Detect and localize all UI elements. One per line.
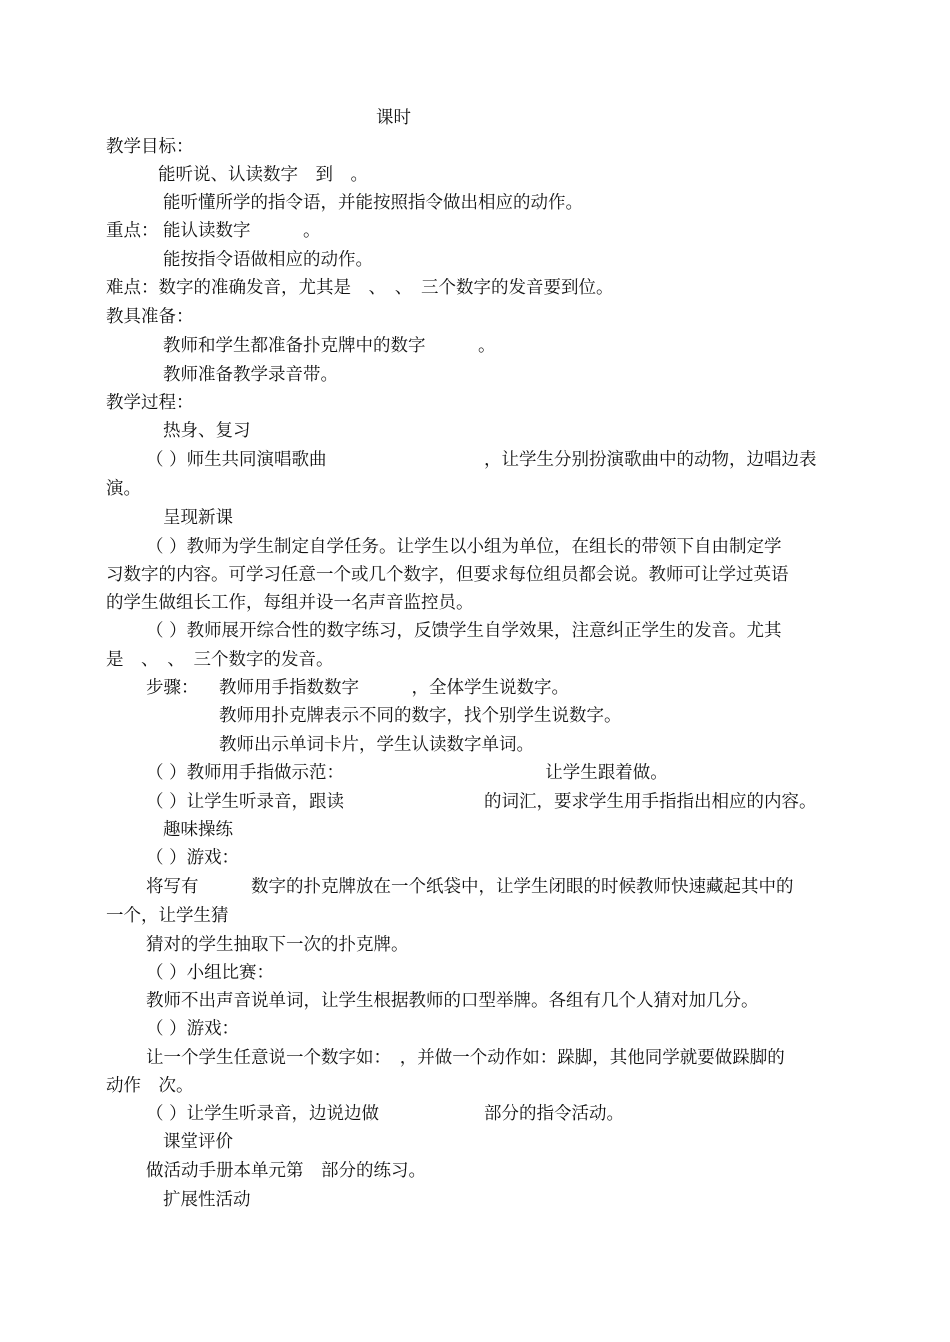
step-item: 教师用扑克牌表示不同的数字，找个别学生说数字。 xyxy=(219,706,622,726)
process-heading: 教学过程： xyxy=(106,393,194,413)
paragraph-line: （ ）教师展开综合性的数字练习，反馈学生自学效果，注意纠正学生的发音。尤其 xyxy=(146,621,782,641)
paragraph-line: （ ）师生共同演唱歌曲 ，让学生分别扮演歌曲中的动物，边唱边表 xyxy=(146,450,817,470)
key-points-label: 重点： xyxy=(106,221,159,241)
section-title: 扩展性活动 xyxy=(163,1190,251,1210)
paragraph-line: 猜对的学生抽取下一次的扑克牌。 xyxy=(146,935,409,955)
paragraph-line: 习数字的内容。可学习任意一个或几个数字，但要求每位组员都会说。教师可让学过英语 xyxy=(106,565,789,585)
section-title: 热身、复习 xyxy=(163,421,251,441)
paragraph-line: 演。 xyxy=(106,479,141,499)
step-item: 教师出示单词卡片，学生认读数字单词。 xyxy=(219,735,534,755)
paragraph-line: （ ）教师用手指做示范： 让学生跟着做。 xyxy=(146,763,668,783)
paragraph-line: （ ）让学生听录音，跟读 的词汇，要求学生用手指指出相应的内容。 xyxy=(146,792,817,812)
prep-item: 教师和学生都准备扑克牌中的数字 。 xyxy=(163,336,496,356)
step-item: 教师用手指数数字 ，全体学生说数字。 xyxy=(219,678,569,698)
lesson-title: 课时 xyxy=(376,108,411,128)
section-title: 趣味操练 xyxy=(163,820,233,840)
key-point-item: 能认读数字 。 xyxy=(163,221,321,241)
objective-item: 能听说、认读数字 到 。 xyxy=(158,165,368,185)
paragraph-line: 做活动手册本单元第 部分的练习。 xyxy=(146,1161,426,1181)
prep-heading: 教具准备： xyxy=(106,307,194,327)
section-title: 课堂评价 xyxy=(163,1132,233,1152)
paragraph-line: 的学生做组长工作，每组并设一名声音监控员。 xyxy=(106,593,474,613)
paragraph-line: 动作 次。 xyxy=(106,1076,194,1096)
paragraph-line: （ ）让学生听录音，边说边做 部分的指令活动。 xyxy=(146,1104,625,1124)
paragraph-line: 将写有 数字的扑克牌放在一个纸袋中，让学生闭眼的时候教师快速藏起其中的 xyxy=(146,877,794,897)
objective-item: 能听懂所学的指令语，并能按照指令做出相应的动作。 xyxy=(163,193,583,213)
activity-label: （ ）游戏： xyxy=(146,848,240,868)
activity-label: （ ）小组比赛： xyxy=(146,963,275,983)
difficulty-line: 难点：数字的准确发音，尤其是 、 、 三个数字的发音要到位。 xyxy=(106,278,614,298)
steps-label: 步骤： xyxy=(146,678,199,698)
paragraph-line: 让一个学生任意说一个数字如： ，并做一个动作如：跺脚，其他同学就要做跺脚的 xyxy=(146,1048,785,1068)
activity-label: （ ）游戏： xyxy=(146,1019,240,1039)
section-title: 呈现新课 xyxy=(163,508,233,528)
paragraph-line: （ ）教师为学生制定自学任务。让学生以小组为单位，在组长的带领下自由制定学 xyxy=(146,537,782,557)
prep-item: 教师准备教学录音带。 xyxy=(163,365,338,385)
paragraph-line: 是 、 、 三个数字的发音。 xyxy=(106,650,334,670)
objectives-heading: 教学目标： xyxy=(106,137,194,157)
key-point-item: 能按指令语做相应的动作。 xyxy=(163,250,373,270)
paragraph-line: 教师不出声音说单词，让学生根据教师的口型举牌。各组有几个人猜对加几分。 xyxy=(146,991,759,1011)
paragraph-line: 一个，让学生猜 xyxy=(106,906,229,926)
